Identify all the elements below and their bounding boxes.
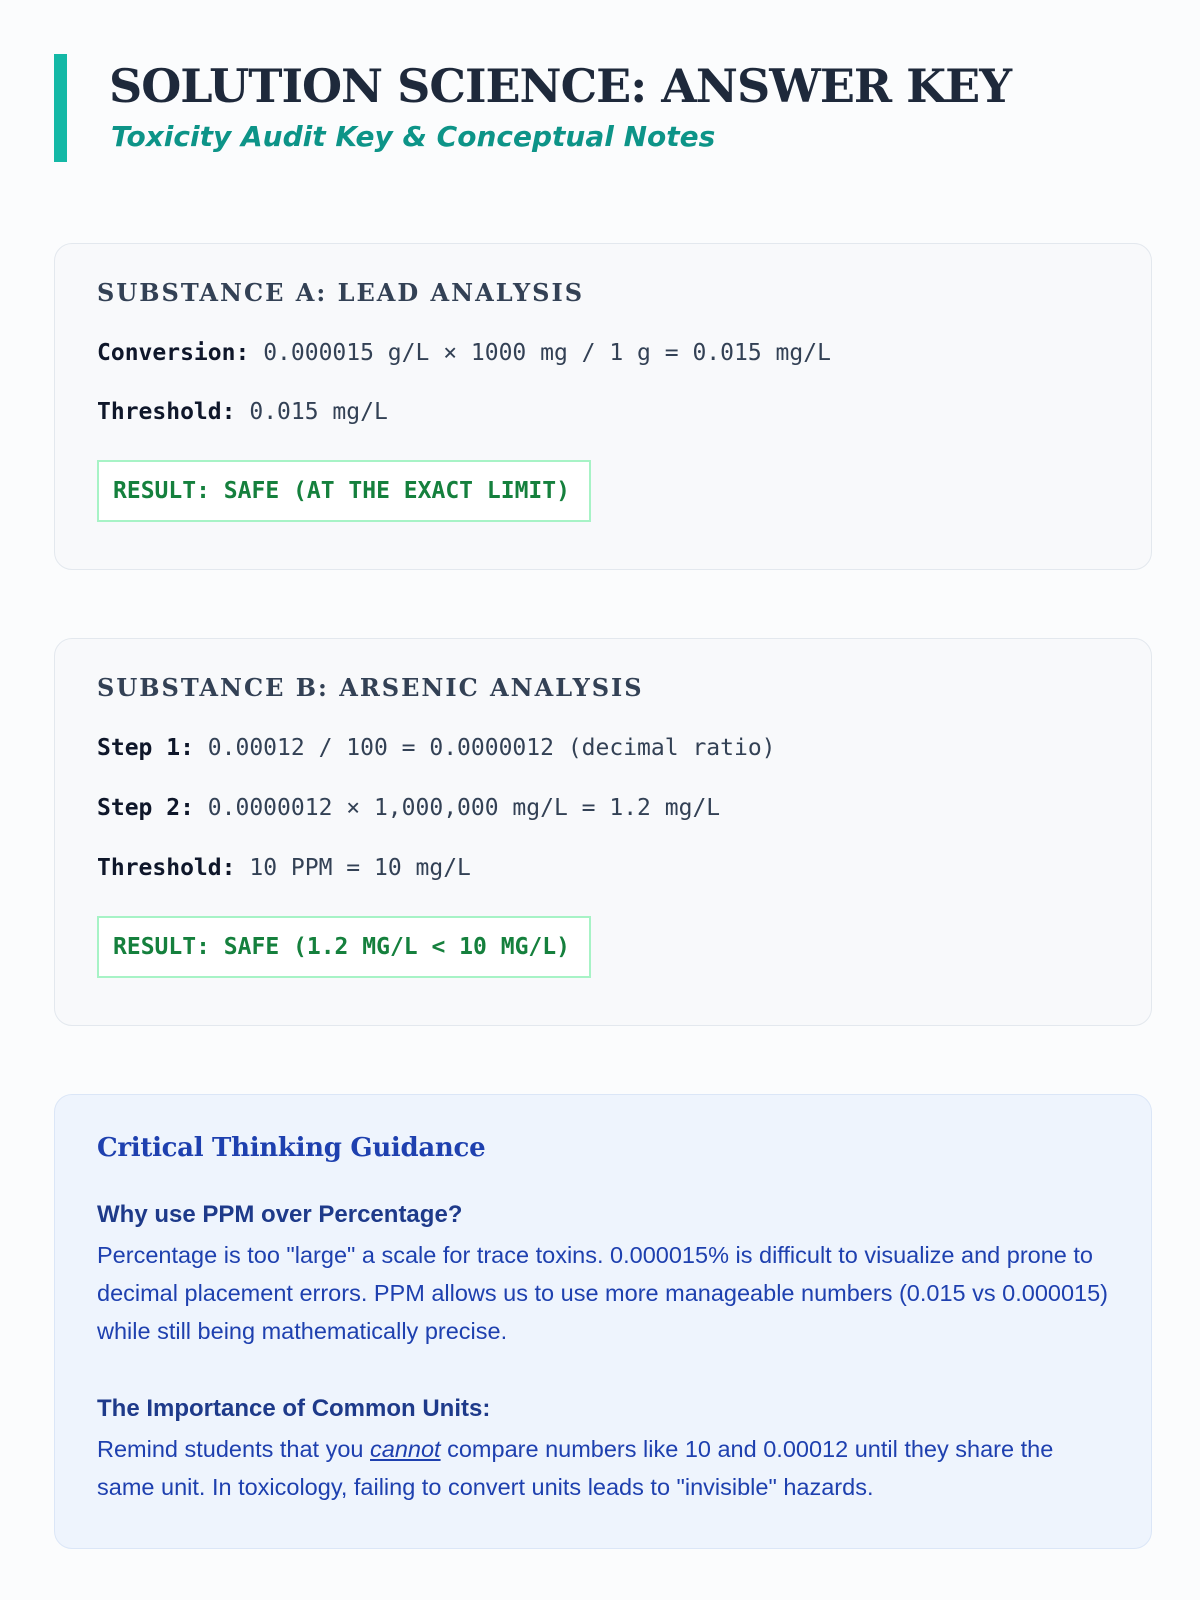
common-units-text: [97, 1430, 1117, 1506]
guidance-card: [54, 1094, 1152, 1549]
step2-line: [97, 795, 720, 821]
threshold-label-a: Threshold:: [97, 399, 236, 425]
guidance-title: Critical Thinking Guidance: [97, 1133, 486, 1163]
ppm-question-text: Percentage is too "large" a scale for trace toxins. 0.000015% is difficult to visualize and prone to decimal placement errors. PPM allows us to use more manageable numbers (0.015 vs 0.000015) while still being mathematically precise.: [97, 1242, 1109, 1344]
conversion-label: Conversion:: [97, 340, 250, 366]
threshold-label-b: Threshold:: [97, 855, 236, 881]
page-header: [54, 54, 1154, 162]
step2-value: 0.0000012 × 1,000,000 mg/L = 1.2 mg/L: [207, 795, 721, 821]
conversion-line: [97, 340, 831, 366]
page-subtitle: Toxicity Audit Key & Conceptual Notes: [111, 120, 716, 153]
page-title: SOLUTION SCIENCE: ANSWER KEY: [109, 59, 1012, 113]
step1-label: Step 1:: [97, 735, 194, 761]
result-box-a: RESULT: SAFE (AT THE EXACT LIMIT): [97, 460, 591, 522]
step1-value: 0.00012 / 100 = 0.0000012 (decimal ratio): [207, 735, 776, 761]
step2-label: Step 2:: [97, 795, 194, 821]
conversion-value: 0.000015 g/L × 1000 mg / 1 g = 0.015 mg/L: [263, 340, 831, 366]
threshold-line-a: [97, 399, 388, 425]
threshold-line-b: [97, 855, 471, 881]
result-box-b: RESULT: SAFE (1.2 MG/L < 10 MG/L): [97, 916, 591, 978]
substance-b-card: [54, 638, 1152, 1026]
substance-a-title: SUBSTANCE A: LEAD ANALYSIS: [97, 278, 585, 307]
threshold-value-b: 10 PPM = 10 mg/L: [249, 855, 471, 881]
common-units-text-after: compare numbers like 10 and 0.00012 until they share the same unit. In toxicology, failing to convert units leads to "invisible" hazards.: [97, 1436, 1054, 1500]
substance-a-card: [54, 243, 1152, 570]
common-units-text-before: Remind students that you: [97, 1436, 371, 1462]
threshold-value-a: 0.015 mg/L: [249, 399, 388, 425]
step1-line: [97, 735, 776, 761]
header-accent-bar: [54, 54, 67, 162]
ppm-question-heading: Why use PPM over Percentage?: [97, 1201, 463, 1228]
cannot-emphasis: cannot: [370, 1436, 441, 1462]
common-units-heading: The Importance of Common Units:: [97, 1395, 491, 1422]
substance-b-title: SUBSTANCE B: ARSENIC ANALYSIS: [97, 673, 644, 702]
